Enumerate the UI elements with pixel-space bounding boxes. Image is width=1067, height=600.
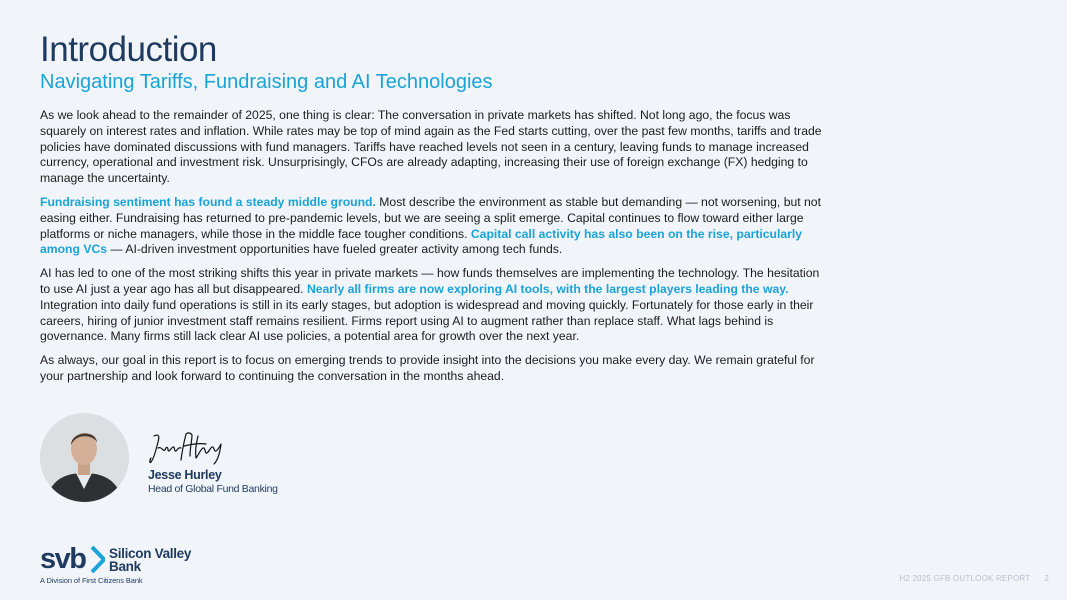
logo-division: A Division of First Citizens Bank — [40, 576, 143, 585]
paragraph-2 — [40, 195, 830, 258]
author-name: Jesse Hurley — [148, 468, 222, 482]
page-subtitle: Navigating Tariffs, Fundraising and AI Technologies — [40, 71, 493, 93]
paragraph-3-text-2: Integration into daily fund operations is still in its early stages, but adoption is widespread and moving quickly. Fortunately for those early in their careers, hiring of junior investment staff remains resilient. Firms report using AI to augment rather than replace staff. What lags behind is governance. Many firms still lack clear AI use policies, a potential area for growth over the next year. — [40, 297, 814, 344]
logo-mark: svb — [40, 543, 86, 575]
author-avatar — [40, 413, 129, 502]
paragraph-1: As we look ahead to the remainder of 2025, one thing is clear: The conversation in private markets has shifted. Not long ago, the focus was squarely on interest rates and inflation. While rates may be top of mind again as the Fed starts cutting, over the past few months, tariffs and trade policies have dominated discussions with fund managers. Tariffs have reached levels not seen in a century, leaving funds to manage increased currency, operational and investment risk. Unsurprisingly, CFOs are already adapting, increasing their use of foreign exchange (FX) hedging to manage the uncertainty. — [40, 108, 822, 186]
logo-text — [109, 547, 191, 573]
body-text — [40, 108, 830, 393]
author-role: Head of Global Fund Banking — [148, 483, 278, 495]
page-title: Introduction — [40, 30, 217, 69]
paragraph-4: As always, our goal in this report is to focus on emerging trends to provide insight into the decisions you make every day. We remain grateful for your partnership and look forward to continuing the conversation in the months ahead. — [40, 353, 815, 383]
signature — [148, 428, 228, 468]
highlight-capital-call: Capital call activity has also been on the rise, particularly among VCs — [40, 226, 803, 257]
logo-chevron-icon — [91, 546, 105, 573]
highlight-fundraising: Fundraising sentiment has found a steady middle ground. — [40, 194, 376, 209]
logo-line-2: Bank — [109, 559, 141, 574]
paragraph-3-text-1: AI has led to one of the most striking shifts this year in private markets — how funds themselves are implementing the technology. The hesitation to use AI just a year ago has all but disappeared. — [40, 266, 820, 296]
footer-report-name: H2 2025 GFB OUTLOOK REPORT — [899, 574, 1031, 583]
paragraph-2-text-2: — AI-driven investment opportunities have fueled greater activity among tech funds. — [107, 242, 563, 257]
logo-line-1: Silicon Valley — [109, 546, 192, 561]
page-number: 2 — [1044, 574, 1049, 583]
page-footer — [899, 574, 1049, 583]
highlight-ai-tools: Nearly all firms are now exploring AI tools, with the largest players leading the way. — [306, 281, 789, 296]
person-portrait-icon — [40, 413, 129, 502]
paragraph-3 — [40, 266, 830, 345]
paragraph-2-text-1: Most describe the environment as stable but demanding — not worsening, but not easing either. Fundraising has returned to pre-pandemic levels, but we are seeing a split emerge. Capital continues to flow toward either large platforms or niche managers, while those in the middle face tougher conditions. — [40, 194, 821, 241]
